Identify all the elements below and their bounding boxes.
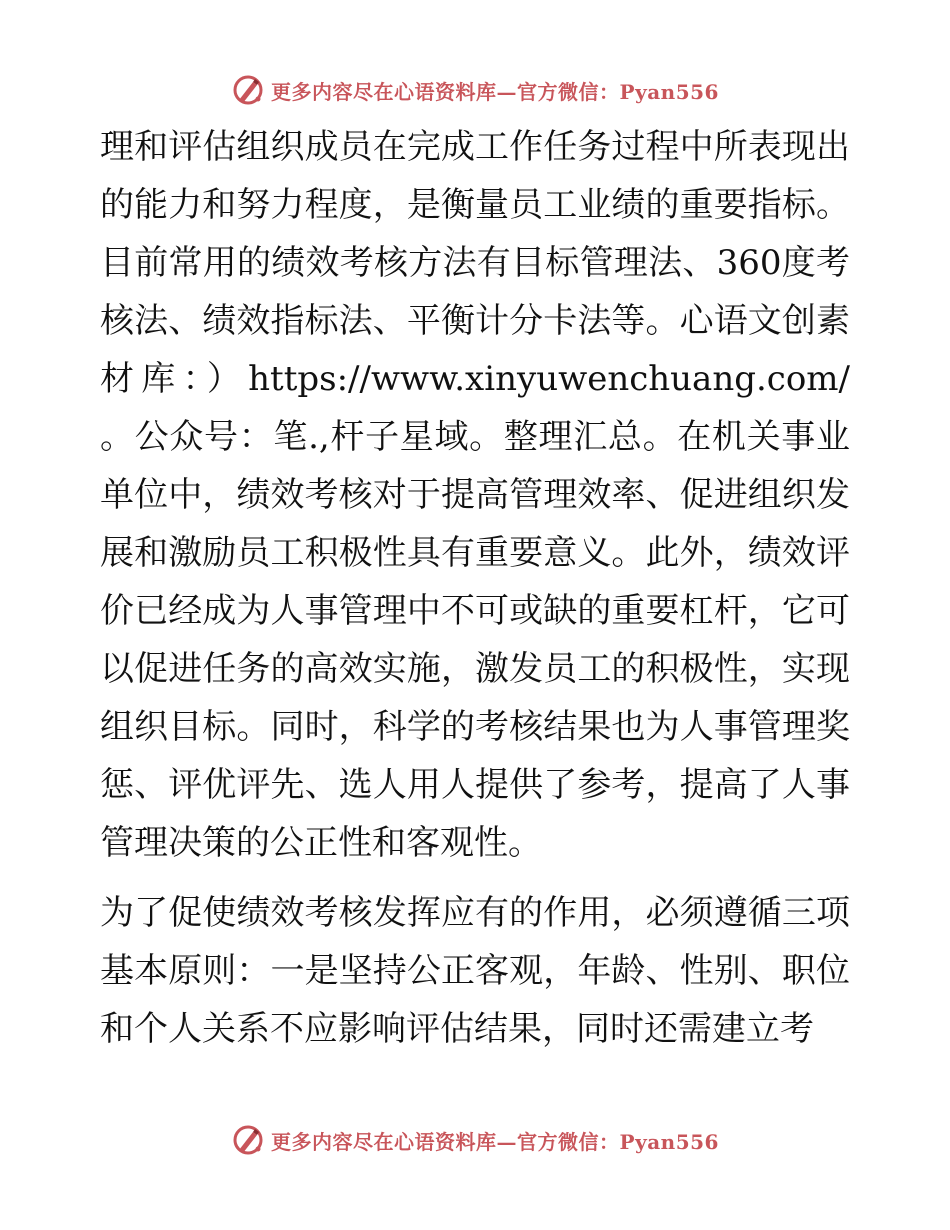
document-body bbox=[100, 118, 850, 1058]
paragraph-1: 理和评估组织成员在完成工作任务过程中所表现出的能力和努力程度，是衡量员工业绩的重要指标。目前常用的绩效考核方法有目标管理法、360度考核法、绩效指标法、平衡计分卡法等。心语文创素材库：）https://www.xinyuwenchuang.com/。公众号：笔.,杆子星域。整理汇总。在机关事业单位中，绩效考核对于提高管理效率、促进组织发展和激励员工积极性具有重要意义。此外，绩效评价已经成为人事管理中不可或缺的重要杠杆，它可以促进任务的高效实施，激发员工的积极性，实现组织目标。同时，科学的考核结果也为人事管理奖惩、评优评先、选人用人提供了参考，提高了人事管理决策的公正性和客观性。 bbox=[100, 127, 850, 863]
header-banner bbox=[0, 70, 950, 110]
pen-in-circle-logo-icon bbox=[231, 1123, 265, 1157]
footer-text: 更多内容尽在心语资料库—官方微信：Pyan556 bbox=[271, 1129, 719, 1154]
header-text: 更多内容尽在心语资料库—官方微信：Pyan556 bbox=[271, 79, 719, 104]
paragraph-2: 为了促使绩效考核发挥应有的作用，必须遵循三项基本原则：一是坚持公正客观，年龄、性别、职位和个人关系不应影响评估结果，同时还需建立考 bbox=[100, 893, 850, 1049]
pen-in-circle-logo-icon bbox=[231, 73, 265, 107]
footer-banner bbox=[0, 1120, 950, 1160]
